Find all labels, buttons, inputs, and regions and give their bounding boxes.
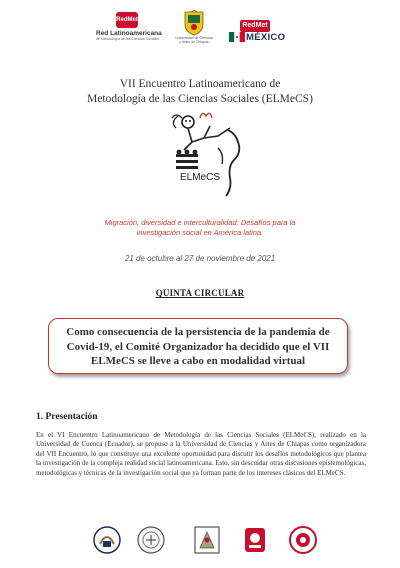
presentacion-paragraph: En el VI Encuentro Latinoamericano de Metodología de las Ciencias Sociales (ELMeCS), realizado en la Universidad de Cuenca (Ecuador), se propuso a la Universidad de Ciencias y Artes de Chiapas como organizadora del VII Encuentro, lo que constituye una excelente oportunidad para discutir los desafíos metodológicos que plantea la investigación de la compleja realidad social latinoamericana. Esto, sin descuidar otras discusiones epistemológicas, metodológicas y técnicas de la investigación social que ya forman parte de los intereses clásicos del ELMeCS. (36, 431, 366, 477)
redmet-mexico-country: MÉXICO (246, 32, 286, 43)
university-crest-icon (192, 524, 222, 556)
unicach-logo (174, 10, 214, 44)
emblem-label: ELMeCS (180, 172, 221, 183)
mexico-flag-icon (229, 32, 245, 42)
virtual-modality-notice: Como consecuencia de la persistencia de la pandemia de Covid-19, el Comité Organizador ha decidido que el VII ELMeCS se lleve a cabo en modalidad virtual (48, 318, 348, 374)
event-title-line1: VII Encuentro Latinoamericano de (119, 78, 281, 90)
event-title-line2: Metodología de las Ciencias Sociales (ELMeCS) (87, 93, 313, 105)
unicach-line1: Universidad de Ciencias (175, 36, 213, 40)
redmet-logo-name: Red Latinoamericana (96, 30, 162, 37)
redmet-latinoamericana-logo (96, 12, 162, 41)
institutional-logo-icon (240, 524, 270, 556)
circular-heading: QUINTA CIRCULAR (155, 288, 245, 298)
unicach-crest-icon (183, 10, 205, 36)
section-heading-presentacion: 1. Presentación (36, 412, 98, 422)
redmet-mexico-badge: RedMet (240, 20, 270, 32)
event-theme-line1: Migración, diversidad e interculturalidad: Desafíos para la (104, 218, 296, 227)
event-dates: 21 de octubre al 27 de noviembre de 2021 (124, 254, 276, 263)
footer-logos (92, 524, 322, 558)
event-title (40, 77, 360, 107)
redmet-logo-tagline: de Metodología de las Ciencias Sociales (96, 37, 160, 41)
event-theme (70, 218, 330, 238)
redmet-circular-logo-icon (288, 524, 318, 556)
unam-seal-icon (92, 524, 122, 556)
redmet-mexico-logo (226, 14, 296, 43)
unicach-line2: y Artes de Chiapas (179, 40, 209, 44)
event-theme-line2: investigación social en América latina. (136, 228, 264, 237)
redmet-badge: RedMet (116, 12, 138, 28)
institutional-seal-icon (136, 524, 166, 556)
elmecs-emblem-icon (158, 108, 250, 200)
